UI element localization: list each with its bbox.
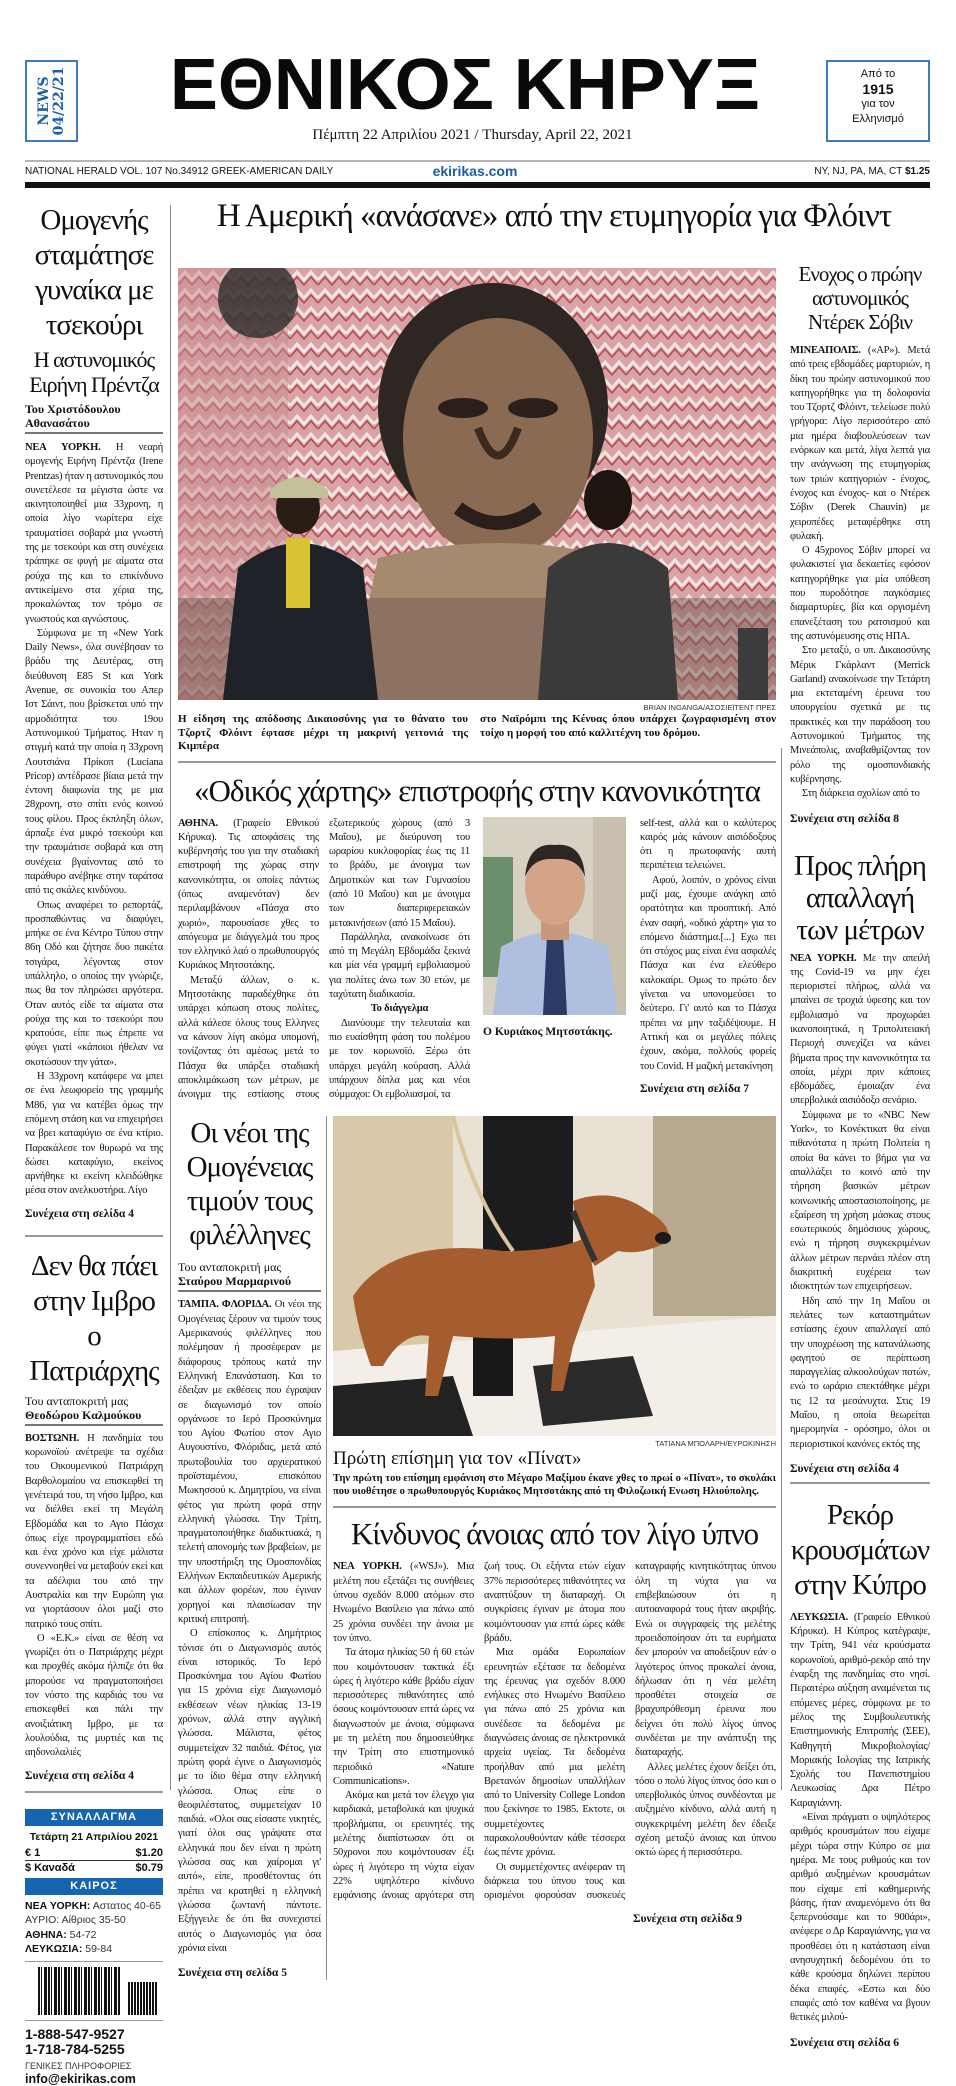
dateline: ΜΙΝΕΑΠΟΛΙΣ. — [790, 345, 861, 356]
barcode-group — [38, 1967, 163, 2015]
info-label: ΓΕΝΙΚΕΣ ΠΛΗΡΟΦΟΡΙΕΣ — [25, 2060, 132, 2071]
article-paragraph — [790, 1611, 930, 1811]
paragraph-text: (Γραφείο Εθνικού Κήρυκα). Η Κύπρος κατέγραψε, την Τρίτη, 941 νέα κρούσματα κορωνοϊού, αριθμό-ρεκόρ από την έναρξη της πανδημίας στο νησί. Περαιτέρω αύξηση αναμένεται τις επόμενες μέρες, σύμφωνα με το μέλος της Συμβουλευτικής Επιστημονικής Επιτροπής (ΣΕΕ), Καθηγητή Μικροβιολογίας/Μοριακής Ιολογίας της Ιατρικής Σχολής του Πανεπιστημίου Λευκωσίας Δρα Πέτρο Καραγιάννη. — [790, 1611, 930, 1809]
roadmap-article-col3 — [640, 817, 776, 1074]
lead-headline: Η Αμερική «ανάσανε» από την ετυμηγορία για Φλόιντ — [216, 198, 892, 234]
weather-city: ΛΕΥΚΩΣΙΑ: — [25, 1943, 83, 1956]
weather-value: Αστατος 40-65 — [92, 1899, 161, 1912]
byline-prefix: Του ανταποκριτή μας — [25, 1393, 129, 1408]
column-divider — [781, 748, 782, 1790]
pm-portrait-photo — [483, 817, 626, 1015]
divider — [178, 761, 776, 763]
center-column — [178, 268, 776, 1980]
floyd-article-body — [790, 344, 930, 802]
photo-credit: BRIAN INGANGA/ΑΣΟΣΙΕΪΤΕΝΤ ΠΡΕΣ — [643, 703, 776, 712]
philhellenes-article — [178, 1116, 327, 1980]
continuation-link[interactable]: Συνέχεια στη σελίδα 7 — [640, 1082, 749, 1095]
dog-photo — [333, 1116, 776, 1436]
mural-photo — [178, 268, 776, 700]
article-paragraph: Ηδη από την 1η Μαΐου οι πελάτες των καταστημάτων εστίασης έχουν απαλλαγεί από την υποχρέωση της κατανάλωσης φαγητού σε περίπτωση παραγγελίας αλκοολούχων ποτών, ενώ το ωράριο επεκτάθηκε μέχρι τις 12 τα μεσάνυχτα. Στις 19 Μαΐου, η οποία θεωρείται ημερομηνία - ορόσημο, όλοι οι περιοριστικοί κανόνες εκτός της — [790, 1295, 930, 1450]
dog-caption: Την πρώτη του επίσημη εμφάνιση στο Μέγαρο Μαξίμου έκανε χθες το πρωί ο «Πίνατ», το σκυλάκι που υιοθέτησε ο πρωθυπουργός Κυριάκος Μητσοτάκης από τη Φιλοζωική Ενωση Ηλιούπολης. — [333, 1473, 776, 1498]
left-column — [25, 203, 163, 2086]
article-paragraph — [25, 1432, 163, 1632]
divider — [333, 1506, 776, 1508]
divider — [25, 2020, 163, 2021]
price: $1.25 — [904, 166, 930, 177]
divider — [25, 1961, 163, 1962]
continuation-link[interactable]: Συνέχεια στη σελίδα 4 — [25, 1769, 134, 1782]
exchange-rates — [25, 1846, 163, 1875]
continuation-link[interactable]: Συνέχεια στη σελίδα 4 — [25, 1207, 134, 1220]
cyprus-article-body — [790, 1611, 930, 2026]
price-info — [814, 166, 930, 177]
divider — [790, 1482, 930, 1484]
weather-row — [25, 1942, 163, 1957]
byline-name: Σταύρου Μαρμαρινού — [178, 1274, 292, 1289]
photo-credit: ΤΑΤΙΑΝΑ ΜΠΟΛΑΡΗ/ΕΥΡΩΚΙΝΗΣΗ — [655, 1439, 776, 1449]
continuation-link[interactable]: Συνέχεια στη σελίδα 4 — [790, 1462, 899, 1475]
byline — [25, 1394, 163, 1426]
dog-caption-title: Πρώτη επίσημη για τον «Πίνατ» — [333, 1448, 582, 1470]
article-paragraph — [178, 1298, 321, 1627]
measures-article-body — [790, 952, 930, 1452]
lower-row — [178, 1116, 776, 1980]
states: NY, NJ, PA, MA, CT — [814, 166, 903, 177]
dateline: ΝΕΑ ΥΟΡΚΗ. — [333, 1561, 402, 1573]
divider — [25, 160, 930, 162]
rate-label: $ Καναδά — [25, 1861, 75, 1874]
article-paragraph — [333, 1560, 474, 1646]
roadmap-headline: «Οδικός χάρτης» επιστροφής στην κανονικότητα — [194, 772, 760, 808]
weather-list — [25, 1899, 163, 1957]
article-paragraph — [25, 441, 163, 627]
photo-caption-row — [178, 713, 776, 754]
issue-date: Πέμπτη 22 Απριλίου 2021 / Thursday, April 22, 2021 — [312, 127, 633, 143]
floyd-subheadline: Ενοχος ο πρώην αστυνομικός Ντέρεκ Σόβιν — [798, 262, 922, 334]
phone-2[interactable]: 1-718-784-5255 — [25, 2040, 125, 2057]
paragraph-text: («AP»). Μετά από τρεις εβδομάδες μαρτυριών, η δίκη του πρώην αστυνομικού που κατηγορήθηκε για τη δολοφονία του Τζορτζ Φλόιντ, τελείωσε πολύ γρήγορα: Λίγο περισσότερο από μια ημέρα διαβουλεύσεων των ενόρκων και μετά, λίγα λεπτά για την ανάγνωση της ετυμηγορίας των τριών κατηγοριών - ένοχος, ένοχος και ένοχος- και ο Ντέρεκ Σόβιν (Derek Chauvin) με χειροπέδες μεταφέρθηκε στη φυλακή. — [790, 345, 930, 542]
article-paragraph: Μια ομάδα Ευρωπαίων ερευνητών εξέτασε τα δεδομένα της έρευνας για σχεδόν 8.000 ενήλικες στο Ηνωμένο Βασίλειο για πάνω από 25 χρόνια και συνέδεσε τα δεδομένα με διαγνώσεις άνοιας σε ηλεκτρονικά αρχεία υγείας. Τα δεδομένα προήλθαν από μια μελέτη Βρετανών δημοσίων υπαλλήλων από το University College London που ξεκίνησε το 1985. Εκτοτε, οι συμμετέχοντες παρακολουθούνταν κάθε τέσσερα έως πέντε χρόνια. — [484, 1647, 625, 1859]
rate-value: $1.20 — [135, 1846, 163, 1859]
dateline: ΒΟΣΤΩΝΗ. — [25, 1432, 80, 1444]
continuation-link[interactable]: Συνέχεια στη σελίδα 9 — [633, 1912, 742, 1925]
weather-row — [25, 1928, 163, 1943]
measures-headline: Προς πλήρη απαλλαγή των μέτρων — [794, 849, 926, 946]
phone-1[interactable]: 1-888-547-9527 — [25, 2025, 125, 2042]
since-line: Από το — [860, 68, 896, 80]
dateline: ΛΕΥΚΩΣΙΑ. — [790, 1611, 849, 1623]
weather-row — [25, 1899, 163, 1914]
article-paragraph: Ο επίσκοπος κ. Δημήτριος τόνισε ότι ο Διαγωνισμός αυτός είναι ιστορικός. Το Ιερό Προσκύνημα του Αγίου Φωτίου για 15 χρόνια είχε Διαγωνισμό εκθέσεων νέων ηλικίας 13-19 χρόνων, αλλά στην αγγλική γλώσσα. Μάλιστα, φέτος συμμετείχαν 32 παιδιά. Φέτος, για πρώτη φορά έγινε ο Διαγωνισμός με το ίδιο θέμα στην ελληνική γλώσσα. Οπως είπε ο θεοφιλέστατος, συμμετείχαν 10 παιδιά. «Ολοι σας είσαστε νικητές, γιατί όλοι σας γράψατε στα ελληνικά που δεν είναι η πρώτη γλώσσα σας και χαίρομαι γι' αυτό», είπε, προσθέτοντας ότι πρέπει να κρατηθεί η ελληνική γλώσσα ζωντανή πάντοτε. Εξήγγειλε δε ότι θα συνεχιστεί αυτός ο Διαγωνισμός για όσα χρόνια είναι — [178, 1628, 321, 1954]
article-paragraph — [790, 344, 930, 544]
paragraph-text: Η νεαρή ομογενής Ειρήνη Πρέντζα (Irene Prentzas) ήταν η αστυνομικός που συνετέλεσε τα μέγιστα ώστε να ακινητοποιηθεί μια 33χρονη, η οποία λίγο νωρίτερα είχε τραυματίσει σοβαρά μια γνωστή της με τσεκούρι και στη συνέχεια τράπηκε σε φυγή με αίματα στα ρούχα της και το επικίνδυνο αντικείμενο στα χέρια της, προκαλώντας τον τρόμο σε γνωστούς και αγνώστους. — [25, 442, 163, 625]
since-1915-box — [826, 60, 930, 142]
rate-row — [25, 1861, 163, 1875]
article-paragraph: Οπως αναφέρει το ρεπορτάζ, προσπαθώντας να διαφύγει, μπήκε σε ένα Κέντρο Τύπου στην 86η Οδό και ζήτησε δυο πακέτα τσιγάρα, λέγοντας στον υπάλληλο, ο οποίος την γνώριζε, πως θα τον πληρώσει αργότερα. Οταν αυτός είδε τα αίματα στα ρούχα της και το τσεκούρι που κρατούσε, είπε πως έπρεπε να φύγει γιατί «κάποιοι ήθελαν να σκοτώσουν την γάτα». — [25, 899, 163, 1068]
byline-name: Θεοδώρου Καλμούκου — [25, 1407, 142, 1422]
dateline: ΝΕΑ ΥΟΡΚΗ. — [25, 442, 101, 453]
article-paragraph: Τα άτομα ηλικίας 50 ή 60 ετών που κοιμόντουσαν τακτικά έξι ώρες ή λιγότερο κάθε βράδυ είχαν περισσότερες πιθανότητες από όσους κοιμόντουσαν επτά ώρες να διαγνωστούν με άνοια, σύμφωνα με τη μελέτη που δημοσιεύθηκε την Τρίτη στο επιστημονικό περιοδικό «Nature Communications». — [333, 1647, 474, 1787]
article-paragraph: Παράλληλα, ανακοίνωσε ότι από τη Μεγάλη Εβδομάδα ξεκινά και μία νέα γραμμή εμβολιασμού για πολίτες άνω των 30 ετών, με ταχύτατη διαδικασία. — [329, 931, 470, 1001]
article-paragraph — [178, 817, 319, 974]
article-paragraph: Αφού, λοιπόν, ο χρόνος είναι μαζί μας, έχουμε ανάγκη από ορατότητα και προοπτική. Από έναν σαφή, «οδικό χάρτη» για το επόμενο διάστημα.[...] Εχω πει ότι στόχος μας είναι ένα ασφαλές Πάσχα και ένα ελεύθερο καλοκαίρι. Ομως το πρώτο δεν γίνεται να υπονομεύσει το δεύτερο. Γι' αυτό και το Πάσχα πρέπει να μην ταξιδέψουμε. Η Αττική και οι μεγάλες πόλεις έχουν, ακόμα, πολλούς φορείς του Covid. Η μαζική μετακίνηση — [640, 874, 776, 1072]
rate-value: $0.79 — [135, 1861, 163, 1874]
continuation-link[interactable]: Συνέχεια στη σελίδα 6 — [790, 2036, 899, 2049]
email-link[interactable]: info@ekirikas.com — [25, 2071, 136, 2086]
exchange-date: Τετάρτη 21 Απριλίου 2021 — [29, 1830, 159, 1843]
paragraph-text: Με την απειλή της Covid-19 να μην έχει περιοριστεί πλήρως, αλλά να μπαίνει σε τροχιά ύφεσης και τον εμβολιασμό να προχωράει ικανοποιητικά, η Τριπολιτειακή Περιοχή συνεχίζει να κάνει βήματα προς την κανονικότητα τα οποία, μέχρι πριν κάποιες εβδομάδες, έμοιαζαν ένα υπερβολικά αισιόδοξο σενάριο. — [790, 952, 930, 1107]
newspaper-title-logo: ΕΘΝΙΚΟΣ ΚΗΡΥΞ — [169, 45, 761, 125]
photo-caption: Η είδηση της απόδοσης Δικαιοσύνης για το θάνατο του Τζορτζ Φλόιντ έφτασε μέχρι τη μακρινή γειτονιά της Κιμπέρα — [178, 713, 468, 752]
philhellenes-headline: Οι νέοι της Ομογένειας τιμούν τους φιλέλληνες — [186, 1117, 313, 1252]
article-paragraph: self-test, αλλά και ο καλύτερος καιρός μάς κάνουν αισιόδοξους ότι η πρωτοφανής αυτή περιπέτεια τελειώνει. — [640, 817, 776, 872]
axe-headline: Ομογενής σταμάτησε γυναίκα με τσεκούρι — [34, 204, 154, 341]
article-paragraph: Ο «Ε.Κ.» είναι σε θέση να γνωρίζει ότι ο Πατριάρχης μέχρι και προχθές ακόμα ήλπιζε ότι θα μπορούσε να πραγματοποιήσει τον νόστο της καρδιάς του να επισκεφθεί και πάλι την ανοιξιάτικη Ιμβρο, με τα λουλούδια, τις μυρτιές και τις αηδονολαλιές — [25, 1632, 163, 1759]
weather-row — [25, 1913, 163, 1928]
article-paragraph: Ο 45χρονος Σόβιν μπορεί να φυλακιστεί για δεκαετίες εφόσον κατηγορήθηκε για μία υπόθεση που πυροδότησε παγκόσμιες διαμαρτυρίες, βία και οργισμένη επανεξέταση του ρατσισμού και της αστυνόμευσης στις ΗΠΑ. — [790, 545, 930, 642]
article-paragraph: Ακόμα και μετά τον έλεγχο για καρδιακά, μεταβολικά και ψυχικά προβλήματα, οι ερευνητές της μελέτης διαπίστωσαν ότι οι 50χρονοι που κοιμόντουσαν έξι ώρες ή λιγότερο τη νύχτα είχαν 22% υψηλότερο κίνδυνο εμφάνισης άνοιας αργότερα στη ζωή τους. Οι εξήντα ετών είχαν 37% περισσότερες πιθανότητες να αναπτύξουν τη διαταραχή. Οι συγκρίσεις έγιναν με άτομα που κοιμόντουσαν για επτά ώρες κάθε βράδυ. — [333, 1561, 625, 1902]
article-paragraph: Αλλες μελέτες έχουν δείξει ότι, τόσο ο πολύ λίγος ύπνος όσο και ο υπερβολικός ύπνος συνδέονται με αυξημένο κίνδυνο, αλλά αυτή η συγκεκριμένη μελέτη δεν έδειξε σχέση μεταξύ άνοιας και ύπνου οκτώ ώρες ή περισσότερο. — [635, 1761, 776, 1859]
since-year: 1915 — [862, 81, 894, 97]
photo-caption: Ο Κυριάκος Μητσοτάκης. — [483, 1025, 613, 1038]
column-divider — [170, 205, 171, 1790]
roadmap-article-body — [178, 817, 470, 1103]
cyprus-headline: Ρεκόρ κρουσμάτων στην Κύπρο — [790, 1498, 930, 1601]
weather-city: ΑΘΗΝΑ: — [25, 1928, 67, 1941]
dateline: ΑΘΗΝΑ. — [178, 817, 218, 829]
divider — [25, 1791, 163, 1793]
byline — [178, 1260, 321, 1292]
weather-value: 54-72 — [69, 1928, 97, 1941]
article-paragraph: Στο μεταξύ, ο υπ. Δικαιοσύνης Μέρικ Γκάρλαντ (Merrick Garland) ανακοίνωσε την Τετάρτη μια εκτεταμένη έρευνα του υπουργείου σχετικά με τις πρακτικές και την παράδοση του Αστυνομικού Τμήματος της Μινεάπολις, αναβαθμίζοντας τον ρόλο της ομοσπονδιακής κυβέρνησης. — [790, 645, 930, 785]
article-paragraph: Στη διάρκεια σχολίων από το — [802, 788, 920, 800]
article-paragraph: Η 33χρονη κατάφερε να μπει σε ένα λεωφορείο της γραμμής M86, για να κατέβει όμως την επόμενη στάση και να επιχειρήσει να βρει καταφύγιο σε ένα κτίριο. Παρακάλεσε τον θυρωρό να της δώσει καταφύγιο, εκείνος αρνήθηκε κι εκείνη κλειδώθηκε μέσα στον ανελκυστήρα. Λίγο — [25, 1071, 163, 1197]
barcode — [38, 1967, 120, 2015]
weather-city: ΑΥΡΙΟ: — [25, 1914, 60, 1927]
since-line: για τον — [861, 98, 895, 110]
article-paragraph — [790, 952, 930, 1109]
byline-prefix: Του ανταποκριτή μας — [178, 1260, 282, 1275]
philhellenes-article-body — [178, 1298, 321, 1956]
article-paragraph: Οι συμμετέχοντες ανέφεραν τη διάρκεια του ύπνου τους και ορισμένοι φορούσαν συσκευές καταγραφής κινητικότητας ύπνου όλη τη νύχτα για να επιβεβαιώσουν ότι η αυτοαναφορά τους ήταν ακριβής. Ενώ οι συγγραφείς της μελέτης προειδοποίησαν ότι τα ευρήματα δεν μπορούν να αποδείξουν εάν ο λιγότερος ύπνος προκαλεί άνοια, δήλωσαν ότι η νέα μελέτη προσθέτει στοιχεία σε βραχυπρόθεσμη έρευνα που δείχνει ότι πολύ λίγος ύπνος συνδέεται με την ανάπτυξη της διαταραχής. — [484, 1561, 776, 1902]
news-date: 04/22/21 — [50, 66, 67, 136]
continuation-link[interactable]: Συνέχεια στη σελίδα 8 — [790, 812, 899, 825]
roadmap-col3-block — [640, 817, 776, 1096]
weather-city: ΝΕΑ ΥΟΡΚΗ: — [25, 1899, 91, 1912]
patriarch-headline: Δεν θα πάει στην Ιμβρο ο Πατριάρχης — [29, 1249, 159, 1387]
dateline: ΤΑΜΠΑ. ΦΛΟΡΙΔΑ. — [178, 1299, 272, 1311]
masthead-bar — [25, 182, 930, 188]
website-link[interactable]: ekirikas.com — [432, 163, 518, 179]
divider — [25, 1235, 163, 1237]
photo-caption: στο Ναϊρόμπι της Κένυας όπου υπάρχει ζωγραφισμένη στον τοίχο η μορφή του από καλλιτέχνη του δρόμου. — [480, 713, 776, 739]
article-paragraph: Μεταξύ άλλων, ο κ. Μητσοτάκης παραδέχθηκε ότι υπάρχει κόπωση στους πολίτες, αλλά κάλεσε όλους τους Ελληνες να κάνουν λίγη ακόμα υπομονή, τονίζοντας ότι αμέσως μετά το Πάσχα θα υπάρξει σταδιακή αποκλιμάκωση των μέτρων, με άνοιγμα της εστίασης στους εξωτερικούς χώρους (από 3 Μαΐου), με διεύρυνση του ωραρίου κυκλοφορίας έως τις 11 το βράδυ, με άνοιγμα των Δημοτικών και των Γυμνασίου (από 10 Μαΐου) και με άνοιγμα των διαπεριφερειακών μετακινήσεων (από 15 Μαΐου). — [178, 817, 470, 1101]
axe-subheadline: Η αστυνομικός Ειρήνη Πρέντζα — [29, 347, 159, 397]
byline: Του Χριστόδουλου Αθανασάτου — [25, 402, 163, 434]
volume-info: NATIONAL HERALD VOL. 107 No.34912 GREEK-AMERICAN DAILY — [25, 166, 334, 177]
dateline: ΝΕΑ ΥΟΡΚΗ. — [790, 952, 857, 964]
pm-photo-block — [483, 817, 626, 1039]
article-subhead: Το διάγγελμα — [370, 1003, 429, 1015]
continuation-link[interactable]: Συνέχεια στη σελίδα 5 — [178, 1967, 287, 1980]
news-date-box — [25, 60, 78, 142]
news-label: NEWS — [35, 76, 52, 126]
axe-article-body — [25, 441, 163, 1199]
weather-value: 59-84 — [85, 1943, 113, 1956]
right-column — [790, 262, 930, 2050]
article-paragraph: «Είναι πράγματι ο υψηλότερος αριθμός κρουσμάτων που είχαμε μέχρι τώρα στην Κύπρο σε μια ημέρα. Με τους ρυθμούς και τον αριθμό αυξημένων κρουσμάτων που είχαμε επί καθημερινής βάσης, ήταν αναμενόμενο ότι θα ξεπερνούσαμε και το 900άρι», ανέφερε ο Δρ Καραγιάννης, για να προσθέσει ότι η κατάσταση είναι ανησυχητική δεδομένου ότι το κάθε κρούσμα δηλώνει περίπου δέκα επαφές. «Εστω και δύο επαφές από τον καθένα να βγουν θετικές μιλού- — [790, 1812, 930, 2024]
weather-header: ΚΑΙΡΟΣ — [25, 1878, 163, 1895]
since-line: Ελληνισμό — [852, 113, 904, 125]
barcode-addon — [128, 1982, 158, 2015]
patriarch-article-body — [25, 1432, 163, 1761]
paragraph-text: (Γραφείο Εθνικού Κήρυκα). Τις αποφάσεις της κυβέρνησής του για την σταδιακή επιστροφή της χώρας στην κανονικότητα, οι οποίες πάντως (όπως αναμενόταν) δεν περιλαμβάνουν «Πάσχα στο χωριό», παρουσίασε χθες το απόγευμα με διάγγελμά του προς τον ελληνικό λαό ο πρωθυπουργός Κυριάκος Μητσοτάκης. — [178, 817, 319, 972]
phone-numbers — [25, 2027, 163, 2057]
weather-value: Αίθριος 35-50 — [61, 1914, 126, 1927]
paragraph-text: («WSJ»). Μια μελέτη που εξετάζει τις συνήθειες ύπνου σχεδόν 8.000 ατόμων στο Ηνωμένο Βασίλειο για πάνω από 25 χρόνια συνδέει την άνοια με τον ύπνο. — [333, 1561, 474, 1644]
article-paragraph: Διανύουμε την τελευταία και πιο ευαίσθητη φάση του πολέμου με τον κορωνοϊό. Ξέρω ότι υπάρχει μεγάλη κούραση. Αλλά υπάρχουν δίπλα μας και νέοι σύμμαχοι: Οι εμβολιασμοί, τα — [329, 1017, 470, 1101]
dementia-headline: Κίνδυνος άνοιας από τον λίγο ύπνο — [350, 1516, 759, 1552]
dog-and-dementia — [333, 1116, 776, 1925]
dementia-article-body — [333, 1560, 776, 1903]
article-paragraph: Σύμφωνα με τη «New York Daily News», όλα συνέβησαν το βράδυ της Δευτέρας, στη διεύθυνση E85 St και York Avenue, σε συνοικία του Απερ Ιστ Σάιντ, που βρίσκεται υπό την αρμοδιότητα του 19ου Αστυνομικού Τμήματος. Ηταν η στιγμή κατά την οποία η 33χρονη Λουτσιάνα Πρίκοπ (Luciana Pricop) αντέδρασε βίαια μετά την έντονη διαφωνία της με μια 28χρονη, στο σπίτι ενός κοινού τους φίλου. Προς έκπληξη όλων, άρπαξε ένα μικρό τσεκούρι και την τραυμάτισε σοβαρά και στη συνέχεια βγαίνοντας από το παράθυρο ανέβηκε στην ταράτσα από τις σκάλες κινδύνου. — [25, 627, 163, 897]
article-paragraph: Σύμφωνα με το «NBC New York», το Κονέκτικατ θα είναι πιθανότατα η πρώτη Πολιτεία η οποία θα κάνει το βήμα για να απαλλάξει το κοινό από την τήρηση βασικών μέτρων κοινωνικής αποστασιοποίησης, με εξαίρεση τη χρήση μάσκας στους εσωτερικούς δημόσιους χώρους, ενώ η τήρηση συγκεκριμένων άλλων μέτρων περνάει πλέον στη διακριτική ευχέρεια των ιδιοκτητών των επιχειρήσεων. — [790, 1109, 930, 1293]
rate-label: € 1 — [25, 1846, 41, 1859]
exchange-header: ΣΥΝΑΛΛΑΓΜΑ — [25, 1809, 163, 1826]
rate-row — [25, 1846, 163, 1861]
roadmap-article — [178, 817, 776, 1103]
paragraph-text: Η πανδημία του κορωνοϊού ανέτρεψε τα σχέδια του Οικουμενικού Πατριάρχη Βαρθολομαίου να επισκεφθεί τη γενέτειρά του, τη νήσο Ιμβρο, και να διέλθει εκεί τη Μεγάλη Εβδομάδα και το Αγιο Πάσχα όπως είχε προγραμματίσει εδώ και ένα χρόνο και είχε μάλιστα συνεννοηθεί να μεταβούν εκεί και τα αδέλφια του από την Αυστραλία και την Ευρώπη για να γιορτάσουν όλοι μαζί στο πατρικό τους σπίτι. — [25, 1432, 163, 1630]
paragraph-text: Οι νέοι της Ομογένειας ξέρουν να τιμούν τους Αμερικανούς φιλέλληνες που πολέμησαν ή προσέφεραν με διάφορους τρόπους κατά την Ελληνική Επανάσταση. Και το έδειξαν με εκθέσεις που έγραψαν σε διαγωνισμό τον οποίο οργάνωσε το Ιερό Προσκύνημα του Αγίου Φωτίου στον Αγιο Αυγουστίνο, Φλόριδας, μετά από πρωτοβουλία του αρχιερατικού προϊσταμένου, επισκόπου Μωκησσού κ. Δημητρίου, να είναι φέτος για πρώτη φορά στην ελληνική γλώσσα. Την Τρίτη, πραγματοποιήθηκε διαδικτυακά, η τελετή απονομής των βραβείων, με την υποστήριξη της Ομοσπονδίας Ελλήνων Εκπαιδευτικών Αμερικής και άλλων φορέων, που έγιναν χορηγοί και πλαισίωσαν την κριτική επιτροπή. — [178, 1299, 321, 1625]
